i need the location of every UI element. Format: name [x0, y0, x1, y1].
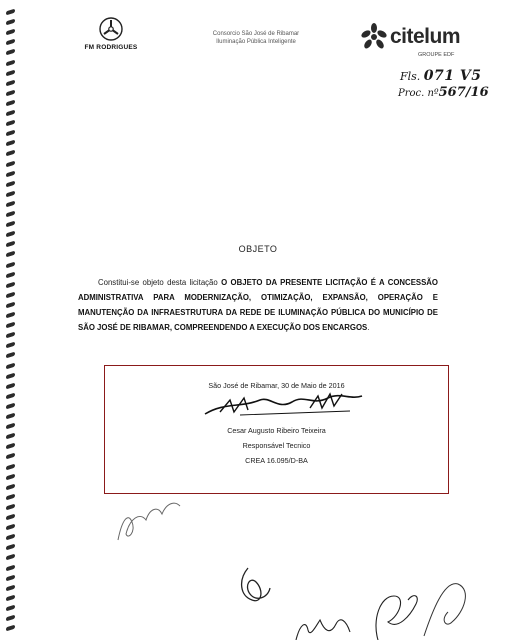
spiral-ring [6, 150, 15, 157]
spiral-ring [6, 69, 15, 76]
spiral-ring [6, 413, 15, 420]
spiral-ring [6, 433, 15, 440]
fls-value: 071 V5 [423, 68, 482, 84]
initial-bottom-1 [296, 620, 350, 640]
spiral-ring [6, 352, 15, 359]
letterhead [0, 10, 516, 70]
spiral-ring [6, 130, 15, 137]
signer-role: Responsável Tecnico [242, 441, 311, 450]
spiral-ring [6, 625, 15, 632]
spiral-ring [6, 594, 15, 601]
signer-registration: CREA 16.095/D-BA [245, 456, 308, 465]
spiral-ring [6, 312, 15, 319]
spiral-ring [6, 89, 15, 96]
spiral-ring [6, 120, 15, 127]
fls-label: Fls. [400, 70, 421, 83]
spiral-ring [6, 463, 15, 470]
initial-bottom-2 [376, 596, 417, 640]
spiral-ring [6, 110, 15, 117]
spiral-ring [6, 443, 15, 450]
place-date: São José de Ribamar, 30 de Maio de 2016 [208, 381, 345, 390]
spiral-ring [6, 554, 15, 561]
signer-name: Cesar Augusto Ribeiro Teixeira [227, 426, 326, 435]
spiral-ring [6, 342, 15, 349]
spiral-ring [6, 79, 15, 86]
spiral-ring [6, 170, 15, 177]
spiral-ring [6, 160, 15, 167]
fm-rodrigues-logo [76, 16, 146, 51]
spiral-ring [6, 574, 15, 581]
spiral-ring [6, 392, 15, 399]
spiral-ring [6, 221, 15, 228]
spiral-ring [6, 261, 15, 268]
spiral-ring [6, 615, 15, 622]
fm-rodrigues-icon [96, 16, 126, 42]
initial-center [242, 568, 270, 601]
signature-block [104, 365, 449, 494]
spiral-ring [6, 322, 15, 329]
spiral-ring [6, 534, 15, 541]
spiral-ring [6, 544, 15, 551]
spiral-ring [6, 291, 15, 298]
signature-scribble [200, 388, 370, 422]
margin-initial-left [118, 503, 180, 540]
spiral-ring [6, 362, 15, 369]
page-number-stamp [398, 68, 498, 108]
spiral-ring [6, 382, 15, 389]
object-intro: Constitui-se objeto desta licitação [98, 278, 218, 287]
spiral-ring [6, 231, 15, 238]
consortium-line-2: Iluminação Pública Inteligente [216, 39, 296, 45]
spiral-ring [6, 271, 15, 278]
spiral-ring [6, 514, 15, 521]
proc-value: 567/16 [438, 85, 489, 100]
spiral-ring [6, 301, 15, 308]
spiral-ring [6, 402, 15, 409]
spiral-ring [6, 211, 15, 218]
spiral-ring [6, 180, 15, 187]
spiral-ring [6, 503, 15, 510]
spiral-ring [6, 281, 15, 288]
citelum-pinwheel-icon [358, 22, 390, 52]
spiral-ring [6, 332, 15, 339]
spiral-ring [6, 190, 15, 197]
spiral-binding [6, 10, 16, 638]
initial-bottom-3 [424, 584, 465, 636]
spiral-ring [6, 200, 15, 207]
citelum-group: GROUPE EDF [418, 52, 455, 58]
spiral-ring [6, 584, 15, 591]
spiral-ring [6, 604, 15, 611]
spiral-ring [6, 564, 15, 571]
object-paragraph [78, 275, 438, 335]
proc-label: Proc. nº [398, 88, 439, 99]
fm-rodrigues-name: FM RODRIGUES [84, 44, 138, 51]
object-end: . [367, 323, 370, 332]
consortium-caption [196, 30, 316, 46]
spiral-ring [6, 483, 15, 490]
consortium-line-1: Consorcio São José de Ribamar [212, 31, 300, 37]
document-title: OBJETO [238, 244, 278, 254]
citelum-wordmark: citelum [390, 25, 461, 48]
spiral-ring [6, 140, 15, 147]
spiral-ring [6, 473, 15, 480]
spiral-ring [6, 423, 15, 430]
spiral-ring [6, 372, 15, 379]
spiral-ring [6, 524, 15, 531]
spiral-ring [6, 453, 15, 460]
object-text: O OBJETO DA PRESENTE LICITAÇÃO É A CONCESSÃO ADMINISTRATIVA PARA MODERNIZAÇÃO, OTIMIZAÇÃO, EXPANSÃO, OPERAÇÃO E MANUTENÇÃO DA INFRAESTRUTURA DA REDE DE ILUMINAÇÃO PÚBLICA DO MUNICÍPIO DE SÃO JOSÉ DE RIBAMAR, COMPREENDENDO A EXECUÇÃO DOS ENCARGOS [78, 278, 438, 332]
spiral-ring [6, 493, 15, 500]
spiral-ring [6, 99, 15, 106]
